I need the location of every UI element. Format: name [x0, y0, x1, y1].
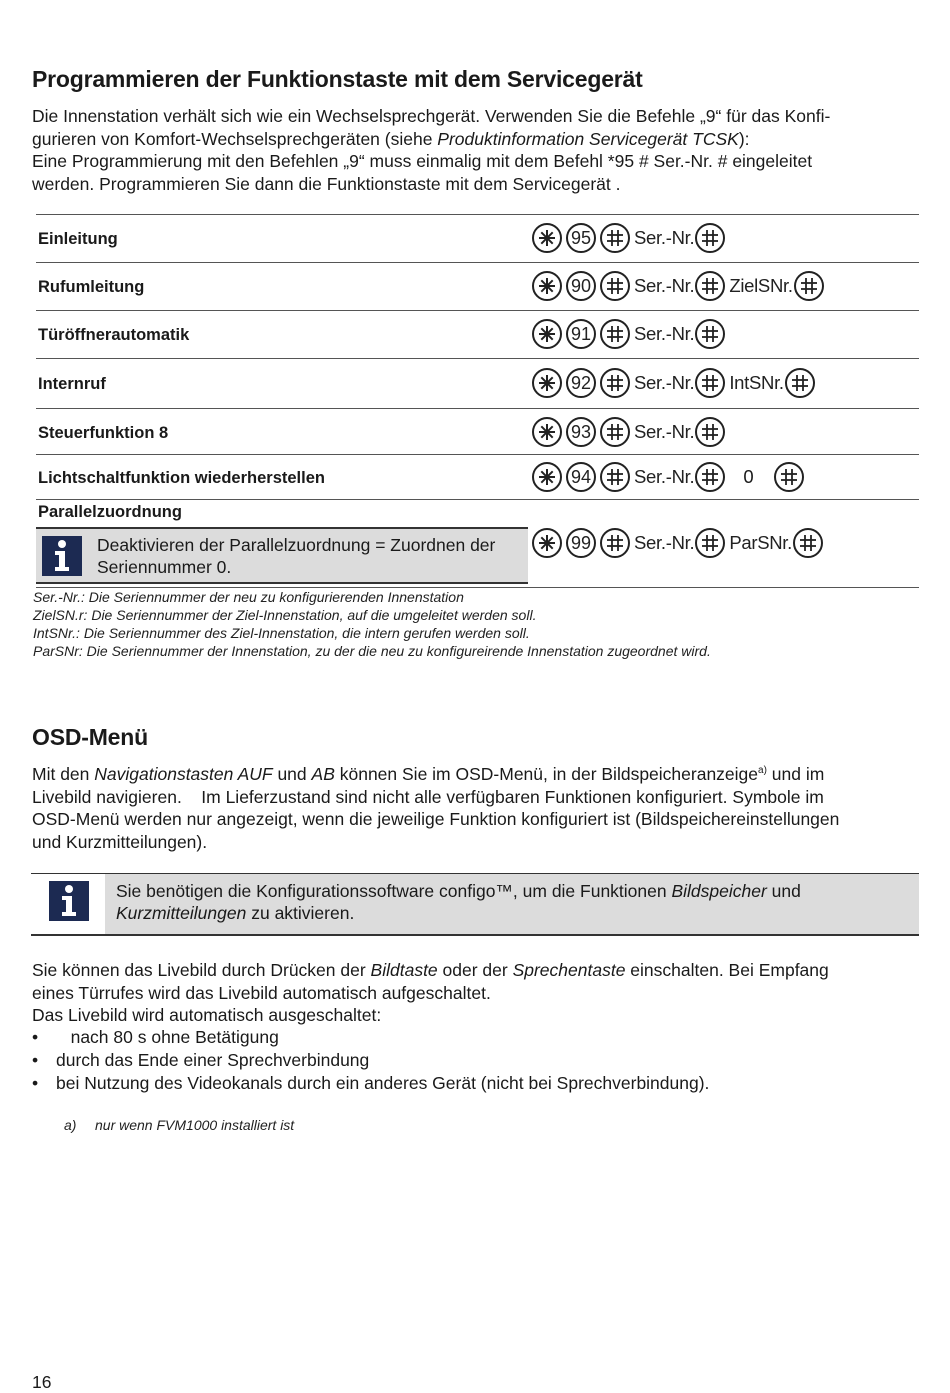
star-key-icon — [532, 271, 562, 301]
table-row-rufumleitung — [36, 262, 919, 311]
ser-nr-text: Ser.-Nr. — [634, 421, 695, 442]
star-key-icon — [532, 223, 562, 253]
key-sequence — [532, 528, 827, 558]
section-title-osd-menue: OSD-Menü — [32, 724, 148, 750]
intro-line-3: Eine Programmierung mit den Befehlen „9“ muss einmalig mit dem Befehl *95 # Ser.-Nr. # eingeleitet — [32, 151, 813, 171]
key-sequence — [532, 417, 729, 447]
hash-key-icon — [600, 462, 630, 492]
table-row-tueroeffnerautomatik — [36, 310, 919, 359]
livebild-line-3: Das Livebild wird automatisch ausgeschaltet: — [32, 1005, 382, 1025]
hash-key-icon — [600, 319, 630, 349]
list-item: • bei Nutzung des Videokanals durch ein anderes Gerät (nicht bei Sprechverbindung). — [32, 1073, 710, 1093]
hash-key-icon — [695, 271, 725, 301]
abbreviation-footnotes — [33, 588, 711, 660]
hash-key-icon — [695, 319, 725, 349]
intro-paragraph — [32, 105, 922, 195]
hash-key-icon — [785, 368, 815, 398]
row-label: Steuerfunktion 8 — [38, 424, 169, 442]
list-item: • nach 80 s ohne Betätigung — [32, 1027, 279, 1047]
key-sequence — [532, 271, 828, 301]
osd-line-2: Livebild navigieren. Im Lieferzustand sind nicht alle verfügbaren Funktionen konfiguriert. Symbole im — [32, 786, 824, 807]
ser-nr-text: Ser.-Nr. — [634, 466, 695, 487]
ser-nr-text: Ser.-Nr. — [634, 275, 695, 296]
row-label: Einleitung — [38, 230, 118, 248]
hash-key-icon — [600, 271, 630, 301]
key-sequence — [532, 368, 819, 398]
info-icon — [49, 881, 89, 921]
osd-line-3: OSD-Menü werden nur angezeigt, wenn die jeweilige Funktion konfiguriert ist (Bildspeichereinstellungen — [32, 809, 840, 829]
table-row-einleitung — [36, 214, 919, 263]
code-key: 92 — [566, 368, 596, 398]
par-snr-text: ParSNr. — [729, 532, 792, 553]
table-row-internruf — [36, 358, 919, 409]
star-key-icon — [532, 319, 562, 349]
page-number: 16 — [32, 1372, 52, 1392]
intro-line-1: Die Innenstation verhält sich wie ein Wechselsprechgerät. Verwenden Sie die Befehle „9“ für das Konfi- — [32, 106, 831, 126]
star-key-icon — [532, 462, 562, 492]
footnote-a: a) nur wenn FVM1000 installiert ist — [64, 1117, 295, 1133]
footnote-marker: a) — [758, 765, 767, 776]
livebild-paragraph — [32, 959, 927, 1027]
osd-line-4: und Kurzmitteilungen). — [32, 831, 208, 852]
livebild-line-1: Sie können das Livebild durch Drücken der Bildtaste oder der Sprechentaste einschalten. Bei Empfang — [32, 960, 829, 980]
star-key-icon — [532, 417, 562, 447]
key-sequence — [532, 319, 729, 349]
footnote-par-snr: ParSNr: Die Seriennummer der Innenstation, zu der die neu zu konfigureirende Innenstation zugeordnet wird. — [33, 643, 711, 659]
code-key: 90 — [566, 271, 596, 301]
intro-line-4: werden. Programmieren Sie dann die Funktionstaste mit dem Servicegerät . — [32, 173, 621, 194]
osd-line-1: Mit den Navigationstasten AUF und AB können Sie im OSD-Menü, in der Bildspeicheranzeige$^{a)}$ und im — [32, 764, 825, 784]
list-item: • durch das Ende einer Sprechverbindung — [32, 1050, 370, 1070]
row-label: Lichtschaltfunktion wiederherstellen — [38, 469, 325, 487]
configo-info-text: Sie benötigen die Konfigurationssoftware configo™, um die Funktionen Bildspeicher und Kurzmitteilungen zu aktivieren. — [116, 881, 801, 923]
parallel-info-box — [36, 527, 528, 584]
footnote-int-snr: IntSNr.: Die Seriennummer des Ziel-Innenstation, die intern gerufen werden soll. — [33, 625, 530, 641]
star-key-icon — [532, 528, 562, 558]
hash-key-icon — [600, 528, 630, 558]
hash-key-icon — [695, 223, 725, 253]
hash-key-icon — [794, 271, 824, 301]
ser-nr-text: Ser.-Nr. — [634, 372, 695, 393]
bullet-list — [32, 1026, 709, 1095]
hash-key-icon — [774, 462, 804, 492]
info-icon — [42, 536, 82, 576]
row-label: Internruf — [38, 375, 106, 393]
code-key: 94 — [566, 462, 596, 492]
int-snr-text: IntSNr. — [729, 372, 784, 393]
key-sequence — [532, 462, 808, 492]
row-label: Rufumleitung — [38, 278, 145, 296]
zero-value: 0 — [743, 466, 754, 487]
hash-key-icon — [695, 462, 725, 492]
star-key-icon — [532, 368, 562, 398]
key-sequence — [532, 223, 729, 253]
osd-paragraph — [32, 763, 927, 853]
livebild-line-2: eines Türrufes wird das Livebild automatisch aufgeschaltet. — [32, 982, 491, 1003]
intro-line-2: gurieren von Komfort-Wechselsprechgeräten (siehe Produktinformation Servicegerät TCSK): — [32, 128, 750, 149]
ser-nr-text: Ser.-Nr. — [634, 227, 695, 248]
hash-key-icon — [600, 223, 630, 253]
row-label: Parallelzuordnung — [38, 503, 182, 521]
section-title-programmieren: Programmieren der Funktionstaste mit dem Servicegerät — [32, 66, 643, 92]
parallel-info-text: Deaktivieren der Parallelzuordnung = Zuordnen der Seriennummer 0. — [97, 535, 496, 577]
hash-key-icon — [695, 417, 725, 447]
row-label: Türöffnerautomatik — [38, 326, 190, 344]
code-key: 99 — [566, 528, 596, 558]
hash-key-icon — [793, 528, 823, 558]
ziel-snr-text: ZielSNr. — [729, 275, 793, 296]
code-key: 93 — [566, 417, 596, 447]
footnote-ziel-snr: ZielSN.r: Die Seriennummer der Ziel-Innenstation, auf die umgeleitet werden soll. — [33, 607, 537, 623]
hash-key-icon — [600, 368, 630, 398]
footnote-ser-nr: Ser.-Nr.: Die Seriennummer der neu zu konfigurierenden Innenstation — [33, 589, 464, 605]
code-key: 91 — [566, 319, 596, 349]
ser-nr-text: Ser.-Nr. — [634, 532, 695, 553]
hash-key-icon — [695, 528, 725, 558]
code-key: 95 — [566, 223, 596, 253]
configo-info-box — [31, 873, 919, 936]
table-row-steuerfunktion-8 — [36, 408, 919, 455]
hash-key-icon — [695, 368, 725, 398]
table-row-lichtschaltfunktion — [36, 454, 919, 500]
ser-nr-text: Ser.-Nr. — [634, 323, 695, 344]
hash-key-icon — [600, 417, 630, 447]
